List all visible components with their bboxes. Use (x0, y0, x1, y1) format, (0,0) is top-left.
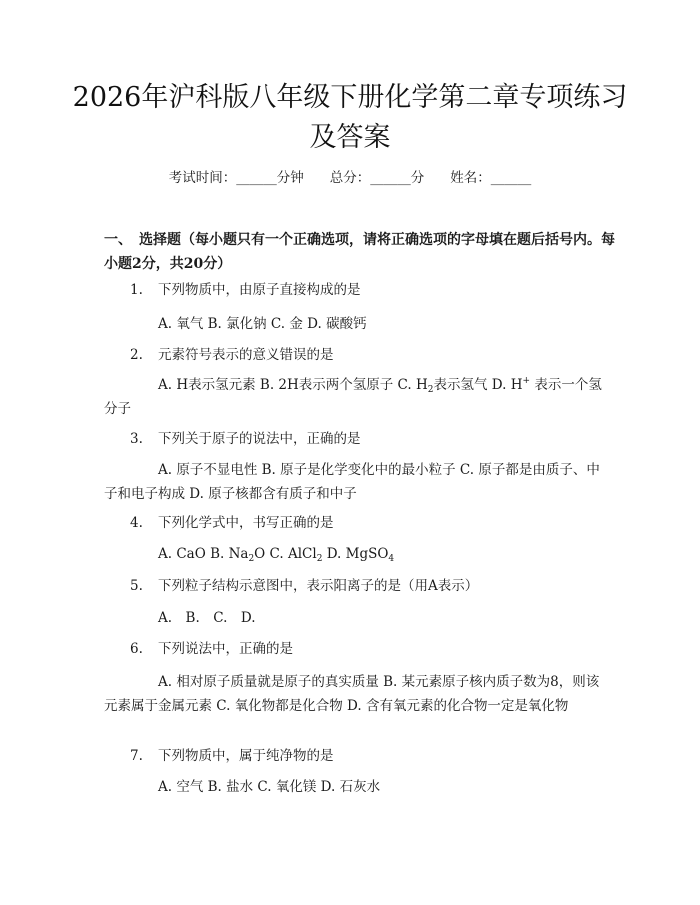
option-text: A. H表示氢元素 B. 2H表示两个氢原子 C. H (158, 377, 428, 393)
question-number: 5. (130, 578, 143, 594)
option-text: A. CaO B. Na (158, 546, 249, 562)
question-stem: 下列化学式中，书写正确的是 (158, 515, 334, 531)
question-stem: 下列物质中，由原子直接构成的是 (158, 282, 361, 298)
question-stem: 下列关于原子的说法中，正确的是 (158, 431, 361, 447)
question-number: 2. (130, 347, 143, 363)
subscript: 2 (316, 554, 323, 564)
question-number: 6. (130, 641, 143, 657)
question-6 (130, 638, 293, 660)
question-2-options (104, 373, 604, 421)
name-label: 姓名：______ (450, 170, 532, 186)
question-4-options (104, 542, 604, 566)
option-text: O C. AlCl (254, 546, 317, 562)
question-2 (130, 344, 334, 366)
option-text: 表示氢气 D. H (433, 377, 523, 393)
question-number: 3. (130, 431, 143, 447)
question-number: 7. (130, 748, 143, 764)
document-title: 2026年沪科版八年级下册化学第二章专项练习及答案 (72, 82, 628, 153)
question-1-options: A. 氧气 B. 氯化钠 C. 金 D. 碳酸钙 (158, 316, 367, 332)
question-stem: 元素符号表示的意义错误的是 (158, 347, 334, 363)
time-label: 考试时间：______分钟 (168, 170, 304, 186)
question-stem: 下列物质中，属于纯净物的是 (158, 748, 334, 764)
question-number: 4. (130, 515, 143, 531)
question-7 (130, 745, 334, 767)
subscript: 4 (388, 554, 395, 564)
option-text: 表示一个氢分子 (104, 377, 602, 417)
score-label: 总分：______分 (329, 170, 425, 186)
question-7-options: A. 空气 B. 盐水 C. 氧化镁 D. 石灰水 (158, 779, 381, 795)
question-6-options: A. 相对原子质量就是原子的真实质量 B. 某元素原子核内质子数为8，则该元素属于金属元素 C. 氧化物都是化合物 D. 含有氧元素的化合物一定是氧化物 (104, 674, 600, 714)
section-heading: 一、 选择题（每小题只有一个正确选项，请将正确选项的字母填在题后括号内。每小题2分，共20分） (104, 232, 615, 272)
question-3 (130, 428, 361, 450)
question-5 (130, 575, 478, 597)
exam-meta (0, 168, 700, 188)
option-text: D. MgSO (322, 546, 389, 562)
subscript: 2 (248, 554, 255, 564)
question-4 (130, 512, 334, 534)
question-1 (130, 279, 361, 301)
subscript: 2 (427, 385, 434, 395)
question-stem: 下列说法中，正确的是 (158, 641, 293, 657)
superscript: + (522, 376, 531, 386)
question-3-options: A. 原子不显电性 B. 原子是化学变化中的最小粒子 C. 原子都是由质子、中子和电子构成 D. 原子核都含有质子和中子 (104, 462, 600, 502)
question-stem: 下列粒子结构示意图中，表示阳离子的是（用A表示） (158, 578, 479, 594)
question-number: 1. (130, 282, 143, 298)
question-5-options: A. B. C. D. (158, 610, 256, 626)
